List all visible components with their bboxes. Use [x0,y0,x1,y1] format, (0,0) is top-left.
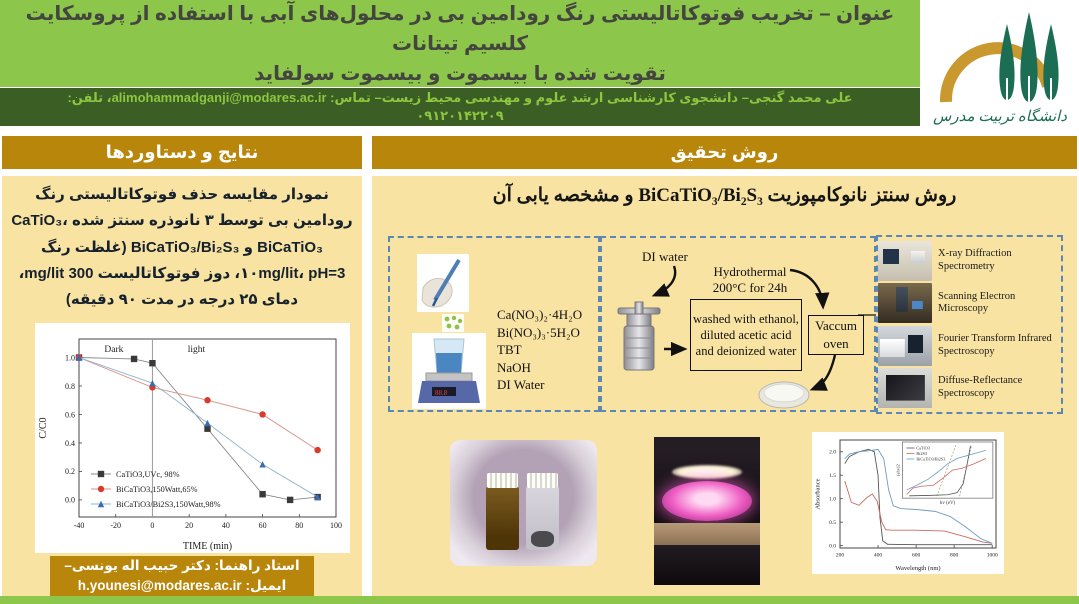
svg-text:400: 400 [873,552,883,559]
author-line: علی محمد گنجی– دانشجوی کارشناسی ارشد علوم و مهندسی محیط زیست– تماس: alimohammadganji@modares.ac.ir، تلفن: [67,89,853,105]
green-particles-icon [442,314,464,332]
reactor-table [654,523,760,545]
svg-text:Wavelength (nm): Wavelength (nm) [895,565,941,572]
svg-text:0.4: 0.4 [65,438,75,448]
instruments-list [878,238,1061,411]
reactor-pink-dish [662,481,752,521]
instrument-row [878,283,1061,323]
instrument-label: Diffuse-Reflectance Spectroscopy [938,375,1023,399]
nanoparticles-icon [442,314,464,332]
svg-text:1.5: 1.5 [829,473,836,480]
photoreactor-photo [654,437,760,585]
svg-text:40: 40 [221,521,230,530]
amber-vial [486,486,519,550]
svg-text:0: 0 [150,521,155,530]
svg-text:100: 100 [330,521,342,530]
vacuum-oven-box [808,315,864,355]
supervisor-name: استاد راهنما: دکتر حبیب اله یونسی– [64,558,300,574]
instrument-row [878,368,1061,408]
svg-text:0.0: 0.0 [65,495,75,505]
svg-text:-40: -40 [73,521,85,530]
kinetics-chart [35,323,350,553]
svg-text:(ahv)2: (ahv)2 [895,464,901,476]
uvvis-chart-svg [812,432,1004,574]
svg-text:BiCaTiO3/Bi2S3: BiCaTiO3/Bi2S3 [916,456,946,462]
di-water-label: DI water [642,249,688,264]
kinetics-chart-svg [35,323,350,553]
svg-text:1.0: 1.0 [65,353,75,363]
material-item: DI Water [497,377,545,393]
svg-text:CaTiO3: CaTiO3 [916,445,930,451]
material-item: Bi(NO₃)₃·5H₂O [497,324,580,340]
vacuum-oven-line2: oven [823,336,849,351]
poster-title-line2: تقویت شده با بیسموت و بیسموت سولفاید [254,62,666,85]
svg-text:BiCaTiO3,150Watt,65%: BiCaTiO3,150Watt,65% [116,485,198,494]
supervisor-email: ایمیل: h.younesi@modares.ac.ir [77,578,287,593]
svg-text:0.2: 0.2 [65,467,75,477]
svg-text:1.0: 1.0 [829,496,836,503]
petri-dish-photo [758,377,810,411]
autoclave-icon [614,300,664,373]
svg-text:600: 600 [911,552,921,559]
svg-text:0.6: 0.6 [65,410,75,420]
author-bar [0,88,920,126]
hydrothermal-line1: Hydrothermal [713,264,787,279]
svg-text:0.8: 0.8 [65,381,75,391]
university-logo [920,0,1079,132]
instrument-label: Scanning Electron Microscopy [938,290,1016,315]
vial-cap [527,473,558,488]
results-header: نتایج و دستاوردها [2,136,362,169]
clear-vial [526,486,559,550]
svg-text:200: 200 [835,552,845,559]
svg-text:1000: 1000 [986,552,998,559]
university-name: دانشگاه تربیت مدرس [932,109,1067,125]
svg-text:-20: -20 [110,521,122,530]
results-panel [2,176,362,596]
reactor-lamp-glow [672,465,742,479]
pipette-icon [417,254,469,312]
pipette-photo [417,254,469,312]
svg-text:88.8: 88.8 [435,389,448,397]
svg-text:0.5: 0.5 [829,520,836,527]
method-panel [372,176,1077,596]
petri-dish-icon [758,377,810,411]
hydrothermal-line2: 200°C for 24h [712,280,788,296]
instrument-row [878,326,1061,366]
svg-text:Absorbance: Absorbance [814,478,822,510]
svg-text:80: 80 [295,521,304,530]
svg-text:800: 800 [950,552,959,559]
instrument-row [878,241,1061,281]
hydrothermal-label [694,264,806,297]
ftir-instrument-photo [878,326,932,366]
uvvis-chart [812,432,1004,574]
svg-text:hv (eV): hv (eV) [939,501,956,507]
svg-text:light: light [187,344,206,355]
svg-text:C/C0: C/C0 [38,417,49,439]
supervisor-box [50,556,314,596]
materials-box [388,236,600,412]
instrument-label: Fourier Transform Infrared Spectroscopy [938,333,1052,357]
results-paragraph: نمودار مقایسه حذف فوتوکاتالیستی رنگ رودامین بی توسط ۳ نانوذره سنتز شده CaTiO₃، BiCaTiO₃ و BiCaTiO₃/Bi₂S₃ (غلظت رنگ ۱۰mg/lit، pH=3، دوز فوتوکاتالیست 300 mg/lit، دمای ۲۵ درجه در مدت ۹۰ دقیقه) [11,186,353,308]
bottom-strip [0,596,1079,604]
svg-text:60: 60 [258,521,267,530]
svg-text:20: 20 [185,521,194,530]
vial-cap [487,473,518,488]
vacuum-oven-line1: Vaccum [815,318,857,334]
vials-photo [450,440,597,566]
material-item: TBT [497,342,522,358]
author-phone: ۰۹۱۲۰۱۴۲۲۰۹ [416,108,504,123]
tmu-logo-icon [930,4,1070,128]
svg-text:TIME (min): TIME (min) [182,541,233,552]
material-item: Ca(NO₃)₂·4H₂O [497,307,583,322]
process-box [600,236,876,412]
autoclave-photo [614,300,664,373]
reactor-stirrer-base [654,545,760,585]
svg-text:2.0: 2.0 [829,449,836,456]
vial-powder [531,531,554,547]
material-item: NaOH [497,359,531,375]
instrument-label: X-ray Diffraction Spectrometry [938,248,1012,272]
method-title: روش سنتز نانوکامپوزیت BiCaTiO₃/Bi₂S₃ و مشخصه یابی آن [492,185,957,206]
sem-instrument-photo [878,283,932,323]
poster-title-line1: عنوان – تخریب فوتوکاتالیستی رنگ رودامین بی در محلول‌های آبی با استفاده از پروسکایت کلسیم تیتانات [25,2,895,55]
svg-text:0.0: 0.0 [829,543,836,550]
svg-text:BiCaTiO3/Bi2S3,150Watt,98%: BiCaTiO3/Bi2S3,150Watt,98% [116,500,221,509]
materials-list [497,306,597,394]
svg-text:Dark: Dark [104,344,124,355]
xrd-instrument-photo [878,241,932,281]
drs-instrument-photo [878,368,932,408]
stirrer-icon [412,333,486,409]
svg-text:Bi2S3: Bi2S3 [916,451,927,456]
poster-title-bar [0,0,920,87]
svg-text:CaTiO3,UVc, 98%: CaTiO3,UVc, 98% [116,470,180,479]
magnetic-stirrer-photo [412,333,486,409]
method-header: روش تحقیق [372,136,1077,169]
washed-step-box: washed with ethanol, diluted acetic acid and deionized water [690,299,802,371]
